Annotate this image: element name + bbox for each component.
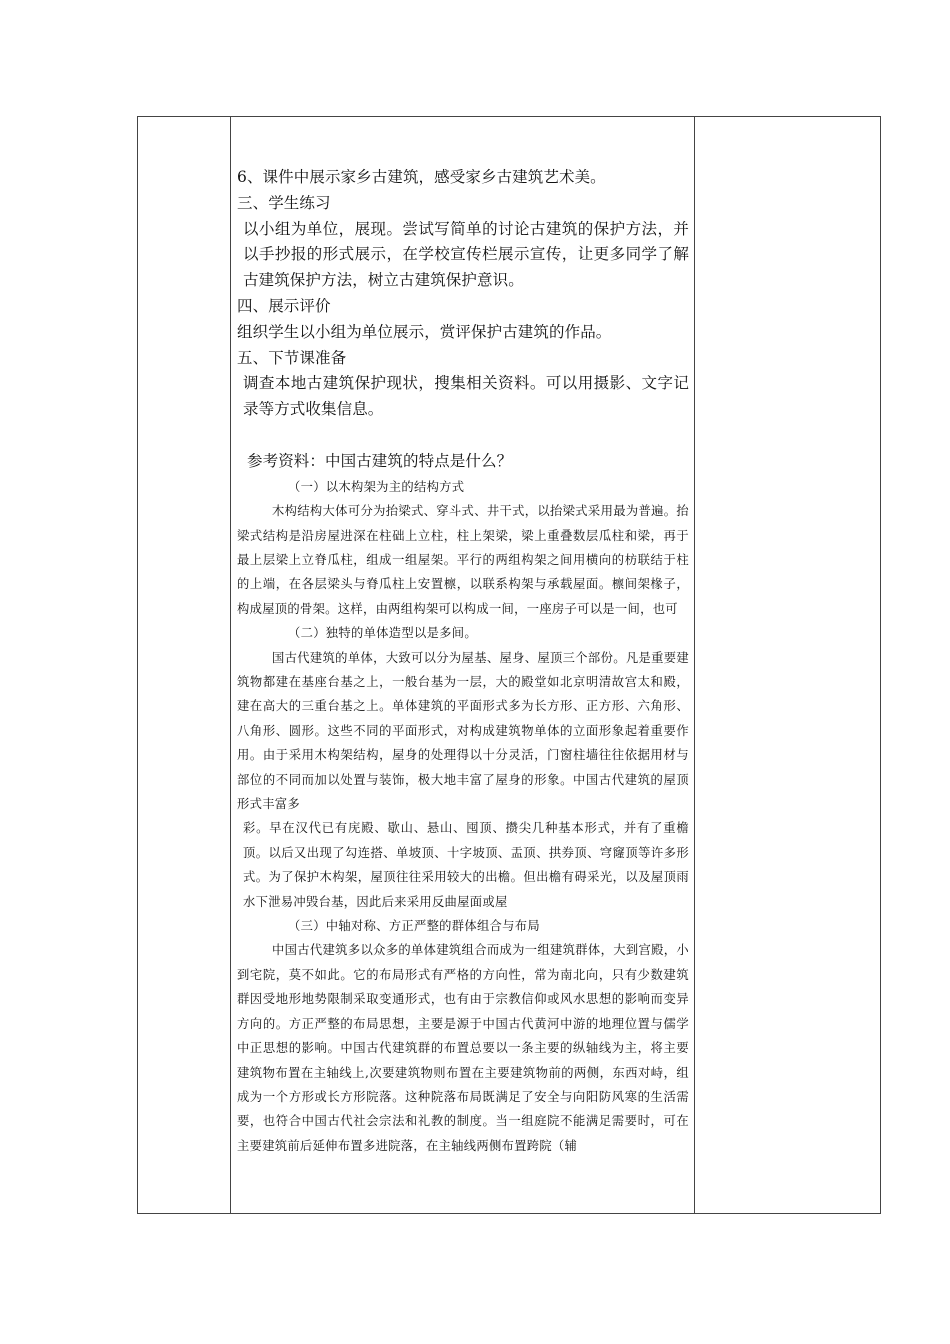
- reference-heading-1: （一）以木构架为主的结构方式: [288, 479, 465, 494]
- teaching-content-cell: [237, 165, 689, 1158]
- table-column-divider-right: [694, 117, 695, 1213]
- section-3-heading: 三、学生练习: [237, 193, 331, 212]
- reference-paragraph-3: 中国古代建筑多以众多的单体建筑组合而成为一组建筑群体，大到宫殿，小到宅院，莫不如此。它的布局形式有严格的方向性，常为南北向，只有少数建筑群因受地形地势限制采取变通形式，也有由于宗教信仰或风水思想的影响而变异方向的。方正严整的布局思想，主要是源于中国古代黄河中游的地理位置与儒学中正思想的影响。中国古代建筑群的布置总要以一条主要的纵轴线为主，将主要建筑物布置在主轴线上,次要建筑物则布置在主要建筑物前的两侧，东西对峙，组成为一个方形或长方形院落。这种院落布局既满足了安全与向阳防风寒的生活需要，也符合中国古代社会宗法和礼教的制度。当一组庭院不能满足需要时，可在主要建筑前后延伸布置多进院落，在主轴线两侧布置跨院（辅: [237, 943, 689, 1153]
- lesson-item-6: 6、课件中展示家乡古建筑，感受家乡古建筑艺术美。: [237, 168, 606, 186]
- section-4-body: 组织学生以小组为单位展示，赏评保护古建筑的作品。: [237, 322, 612, 341]
- section-4-heading: 四、展示评价: [237, 296, 331, 315]
- section-5-body: 调查本地古建筑保护现状，搜集相关资料。可以用摄影、文字记录等方式收集信息。: [243, 374, 689, 419]
- reference-title: 参考资料：中国古建筑的特点是什么？: [247, 451, 513, 470]
- section-3-body: 以小组为单位，展现。尝试写简单的讨论古建筑的保护方法，并以手抄报的形式展示，在学校宣传栏展示宣传，让更多同学了解古建筑保护方法，树立古建筑保护意识。: [243, 219, 689, 290]
- reference-heading-3: （三）中轴对称、方正严整的群体组合与布局: [288, 919, 540, 934]
- table-column-divider-left: [230, 117, 231, 1213]
- reference-paragraph-1: 木构结构大体可分为抬梁式、穿斗式、井干式，以抬梁式采用最为普遍。抬梁式结构是沿房屋进深在柱础上立柱，柱上架梁，梁上重叠数层瓜柱和梁，再于最上层梁上立脊瓜柱，组成一组屋架。平行的两组构架之间用横向的枋联结于柱的上端，在各层梁头与脊瓜柱上安置檩，以联系构架与承载屋面。檩间架椽子，构成屋顶的骨架。这样，由两组构架可以构成一间，一座房子可以是一间，也可: [237, 504, 689, 616]
- lesson-plan-table: [137, 116, 881, 1214]
- reference-paragraph-2-continued: 彩。早在汉代已有庑殿、歇山、悬山、囤顶、攒尖几种基本形式，并有了重檐顶。以后又出现了勾连搭、单坡顶、十字坡顶、盂顶、拱券顶、穹窿顶等许多形式。为了保护木构架，屋顶往往采用较大的出檐。但出檐有碍采光，以及屋顶雨水下泄易冲毁台基，因此后来采用反曲屋面或屋: [243, 821, 689, 909]
- reference-heading-2: （二）独特的单体造型以是多间。: [288, 626, 477, 641]
- reference-paragraph-2: 国古代建筑的单体，大致可以分为屋基、屋身、屋顶三个部份。凡是重要建筑物都建在基座台基之上，一般台基为一层，大的殿堂如北京明清故宫太和殿，建在高大的三重台基之上。单体建筑的平面形式多为长方形、正方形、六角形、八角形、圆形。这些不同的平面形式，对构成建筑物单体的立面形象起着重要作用。由于采用木构架结构，屋身的处理得以十分灵活，门窗柱墙往往依据用材与部位的不同而加以处置与装饰，极大地丰富了屋身的形象。中国古代建筑的屋顶形式丰富多: [237, 650, 689, 812]
- section-5-heading: 五、下节课准备: [237, 348, 347, 367]
